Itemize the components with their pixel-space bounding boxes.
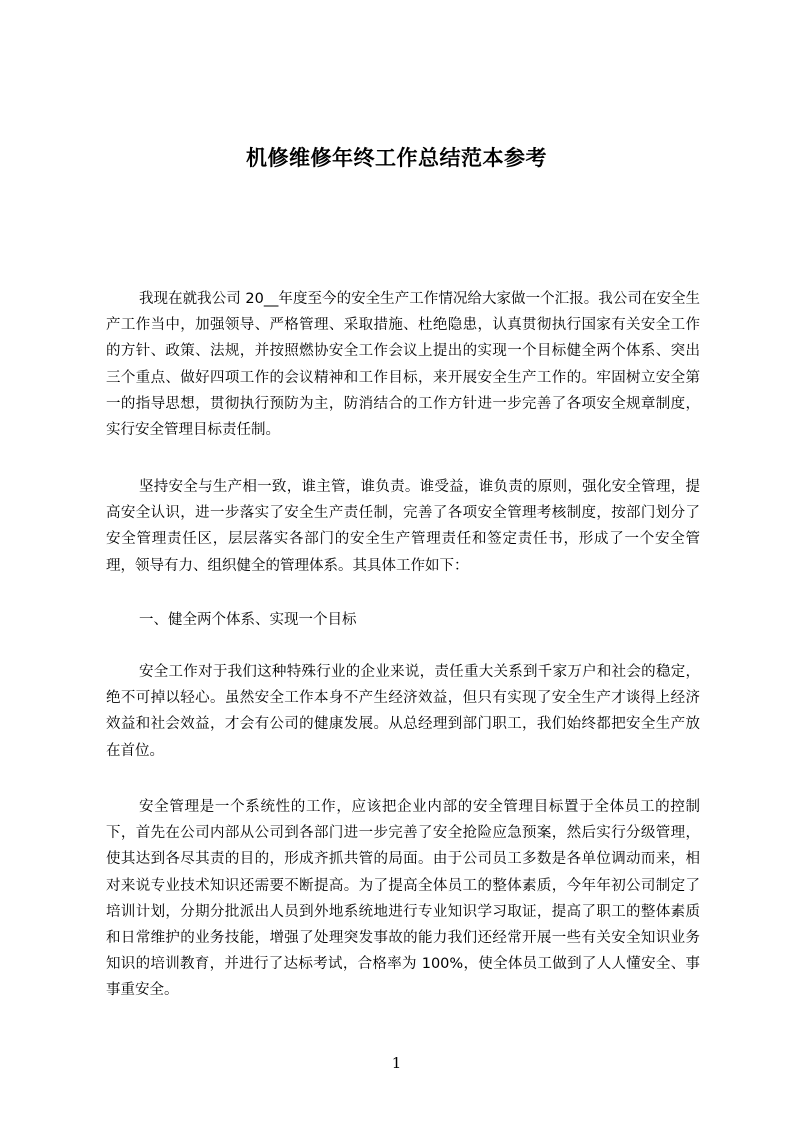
document-title: 机修维修年终工作总结范本参考 [246, 146, 547, 170]
page-number: 1 [391, 1054, 402, 1072]
paragraph-4 [106, 794, 700, 1004]
paragraph-1 [106, 286, 700, 443]
paragraph-text: 坚持安全与生产相一致，谁主管，谁负责。谁受益，谁负责的原则，强化安全管理，提高安全认识，进一步落实了安全生产责任制，完善了各项安全管理考核制度，按部门划分了安全管理责任区，层层落实各部门的安全生产管理责任和签定责任书，形成了一个安全管理，领导有力、组织健全的管理体系。其具体工作如下： [106, 479, 700, 574]
paragraph-2 [106, 474, 700, 579]
section-heading-text: 一、健全两个体系、实现一个目标 [139, 612, 357, 628]
paragraph-3 [106, 659, 700, 764]
paragraph-text: 安全管理是一个系统性的工作，应该把企业内部的安全管理目标置于全体员工的控制下，首先在公司内部从公司到各部门进一步完善了安全抢险应急预案，然后实行分级管理，使其达到各尽其责的目的，形成齐抓共管的局面。由于公司员工多数是各单位调动而来，相对来说专业技术知识还需要不断提高。为了提高全体员工的整体素质，今年年初公司制定了培训计划，分期分批派出人员到外地系统地进行专业知识学习取证，提高了职工的整体素质和日常维护的业务技能，增强了处理突发事故的能力我们还经常开展一些有关安全知识业务知识的培训教育，并进行了达标考试，合格率为 100%，使全体员工做到了人人懂安全、事事重安全。 [106, 799, 700, 999]
paragraph-text: 我现在就我公司 20__年度至今的安全生产工作情况给大家做一个汇报。我公司在安全生产工作当中，加强领导、严格管理、采取措施、杜绝隐患，认真贯彻执行国家有关安全工作的方针、政策、法规，并按照燃协安全工作会议上提出的实现一个目标健全两个体系、突出三个重点、做好四项工作的会议精神和工作目标，来开展安全生产工作的。牢固树立安全第一的指导思想，贯彻执行预防为主，防消结合的工作方针进一步完善了各项安全规章制度，实行安全管理目标责任制。 [106, 291, 700, 439]
paragraph-text: 安全工作对于我们这种特殊行业的企业来说，责任重大关系到千家万户和社会的稳定，绝不可掉以轻心。虽然安全工作本身不产生经济效益，但只有实现了安全生产才谈得上经济效益和社会效益，才会有公司的健康发展。从总经理到部门职工，我们始终都把安全生产放在首位。 [106, 664, 700, 759]
section-heading-1 [106, 607, 700, 633]
